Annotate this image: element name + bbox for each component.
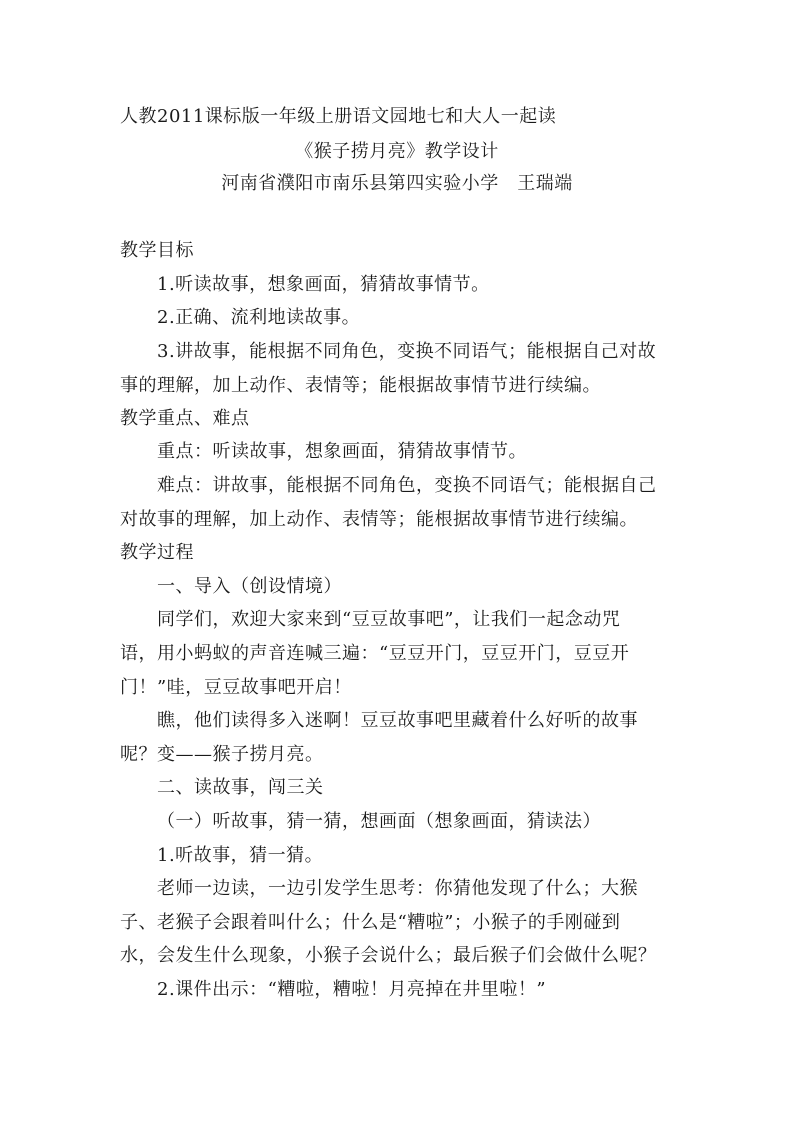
section-heading-process: 教学过程: [120, 542, 194, 563]
source-line: 人教2011课标版一年级上册语文园地七和大人一起读: [120, 106, 557, 127]
goal-item-1: 1.听读故事，想象画面，猜猜故事情节。: [157, 274, 490, 295]
sub-step-1-paragraph-line-3: 水，会发生什么现象，小猴子会说什么；最后猴子们会做什么呢？: [120, 945, 657, 966]
key-point-difficulty-line-2: 对故事的理解，加上动作、表情等；能根据故事情节进行续编。: [120, 509, 638, 530]
section-heading-key-points: 教学重点、难点: [120, 408, 250, 429]
document-title: 《猴子捞月亮》教学设计: [295, 141, 499, 162]
author-line: 河南省濮阳市南乐县第四实验小学 王瑞端: [221, 173, 573, 194]
sub-step-1-item-1: 1.听故事，猜一猜。: [157, 845, 324, 866]
key-point-difficulty-line-1: 难点：讲故事，能根据不同角色，变换不同语气；能根据自己: [157, 475, 657, 496]
section-heading-goals: 教学目标: [120, 240, 194, 261]
step-1-paragraph-2-line-2: 呢？变——猴子捞月亮。: [120, 744, 324, 765]
step-2-heading: 二、读故事，闯三关: [157, 777, 324, 798]
step-1-paragraph-1-line-1: 同学们，欢迎大家来到“豆豆故事吧”，让我们一起念动咒: [157, 609, 621, 630]
step-1-paragraph-1-line-2: 语，用小蚂蚁的声音连喊三遍：“豆豆开门，豆豆开门，豆豆开: [120, 643, 630, 664]
sub-step-1-heading: （一）听故事，猜一猜，想画面（想象画面，猜读法）: [157, 811, 601, 832]
step-1-heading: 一、导入（创设情境）: [157, 576, 342, 597]
sub-step-1-paragraph-line-1: 老师一边读，一边引发学生思考：你猜他发现了什么；大猴: [157, 878, 638, 899]
goal-item-3-line-2: 事的理解，加上动作、表情等；能根据故事情节进行续编。: [120, 375, 601, 396]
goal-item-3-line-1: 3.讲故事，能根据不同角色，变换不同语气；能根据自己对故: [157, 341, 657, 362]
goal-item-2: 2.正确、流利地读故事。: [157, 307, 361, 328]
sub-step-1-paragraph-line-2: 子、老猴子会跟着叫什么；什么是“糟啦”；小猴子的手刚碰到: [120, 912, 621, 933]
key-point-focus: 重点：听读故事，想象画面，猜猜故事情节。: [157, 441, 527, 462]
sub-step-1-item-2: 2.课件出示：“糟啦，糟啦！月亮掉在井里啦！”: [157, 979, 547, 1000]
step-1-paragraph-1-line-3: 门！”哇，豆豆故事吧开启！: [120, 677, 352, 698]
step-1-paragraph-2-line-1: 瞧，他们读得多入迷啊！豆豆故事吧里藏着什么好听的故事: [157, 710, 638, 731]
